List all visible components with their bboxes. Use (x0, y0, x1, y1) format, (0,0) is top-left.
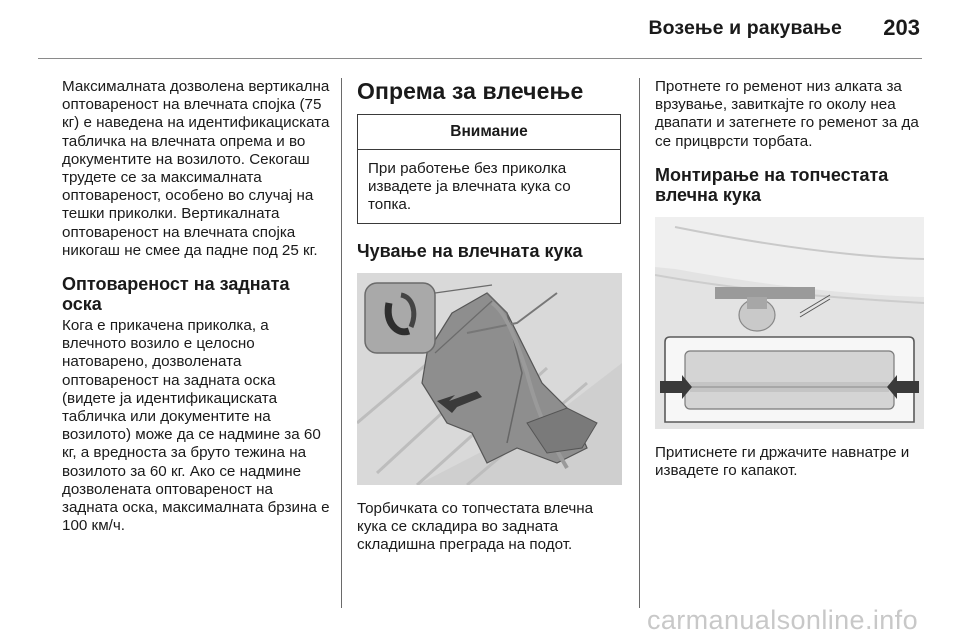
column-3 (655, 78, 925, 480)
caption-cover-removal: Притиснете ги држачите навнатре и извадете го капакот. (655, 443, 910, 480)
paragraph-strap: Протнете го ременот низ алката за врзување, завиткајте го околу неа двапати и затегнете го ременот за да се прицврсти торбата. (655, 78, 919, 150)
page-footer (0, 602, 960, 642)
heading-storage: Чување на влечната кука (357, 240, 583, 261)
heading-mounting: Монтирање на топчестата влечна кука (655, 164, 889, 205)
warning-box (357, 114, 621, 224)
header-title: Возење и ракување (648, 17, 842, 39)
heading-rear-axle-load: Оптовареност на задната оска (62, 274, 290, 315)
warning-body: При работење без приколка извадете ја влечната кука со топка. (368, 160, 571, 214)
page-number: 203 (883, 15, 920, 40)
towbar-bag-illustration (357, 273, 622, 485)
header-rule (38, 58, 922, 59)
bumper-cover-illustration (655, 217, 924, 429)
section-title: Опрема за влечење (357, 78, 584, 104)
column-1 (62, 78, 330, 535)
figure-cover-removal (655, 217, 924, 429)
warning-title: Внимание (358, 115, 620, 150)
paragraph-rear-axle-load: Кога е прикачена приколка, а влечното возило е целосно натоварено, дозволената оптовареност на задната оска (видете ја идентификациската табличка или документите на возилото) може да се надмине за 60 кг, а вредноста за бруто тежина на возилото за 60 кг. Ако се надмине дозволената оптовареност на задната оска, максималната брзина е 100 км/ч. (62, 317, 330, 535)
page-header (0, 0, 960, 60)
caption-storage: Торбичката со топчестата влечна кука се складира во задната складишна преграда на подот. (357, 499, 594, 554)
column-divider-1 (341, 78, 342, 608)
column-divider-2 (639, 78, 640, 608)
paragraph-vertical-load: Максималната дозволена вертикална оптовареност на влечната спојка (75 кг) е наведена на идентификациската табличка на влечната опрема и во документите на возилото. Секогаш трудете се за максималната оптовареност, особено во случај на тешки приколки. Вертикалната оптовареност на влечната спојка никогаш не смее да падне под 25 кг. (62, 78, 330, 259)
figure-towbar-storage (357, 273, 622, 485)
watermark: carmanualsonline.info (646, 605, 918, 635)
column-2 (357, 78, 623, 554)
